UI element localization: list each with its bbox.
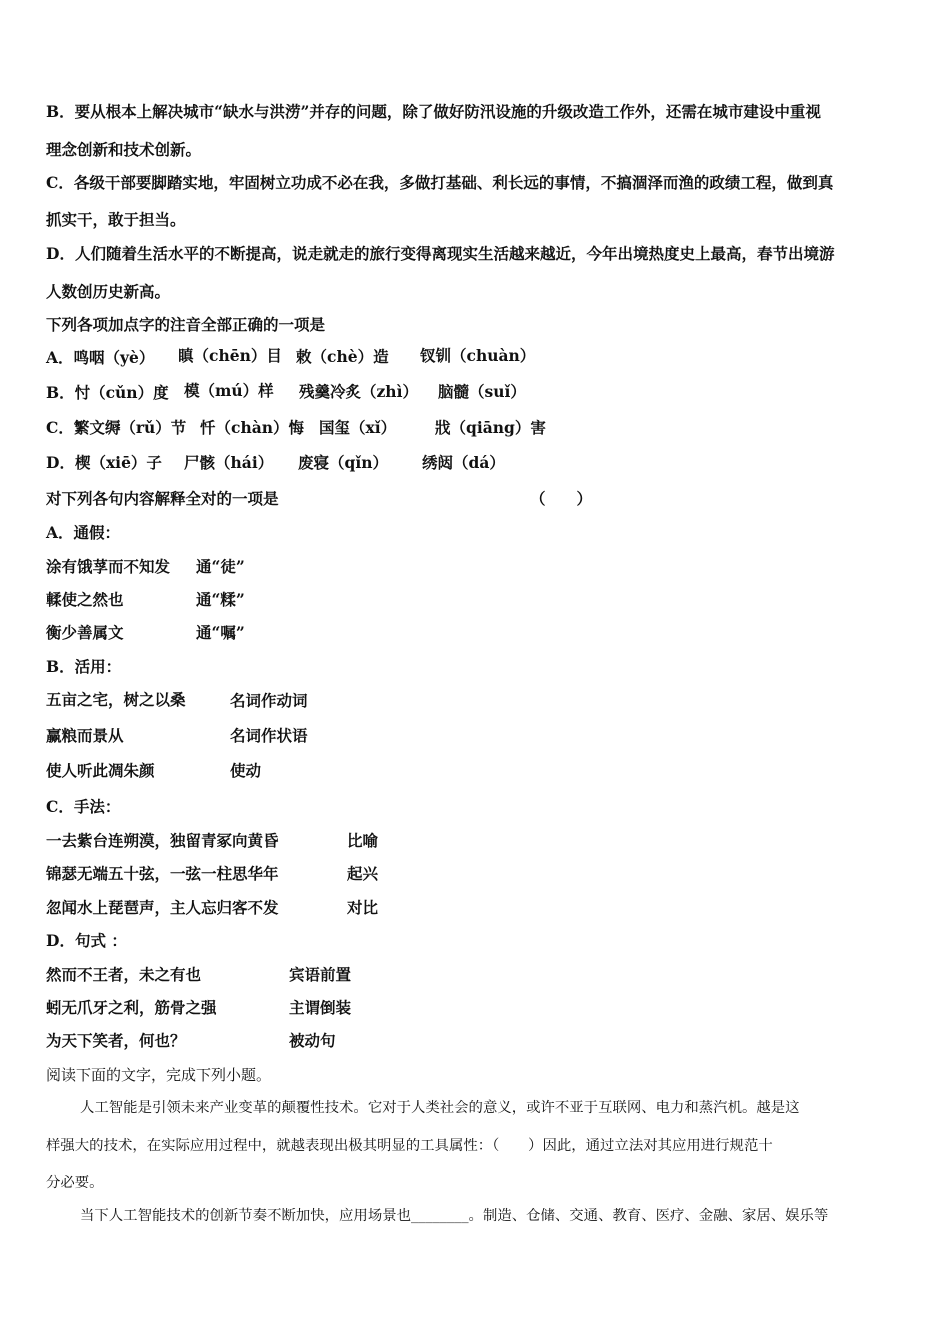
group-a-row2-note: 通“糅”: [196, 590, 245, 609]
pinyin-a-1: A．鸣咽（yè）: [46, 348, 155, 367]
option-b-line1: B．要从根本上解决城市“缺水与洪涝”并存的问题，除了做好防汛设施的升级改造工作外，还需在城市建设中重视: [46, 102, 821, 121]
group-c-heading: C．手法：: [46, 797, 121, 816]
group-c-row2-sentence: 锦瑟无端五十弦，一弦一柱思华年: [46, 864, 279, 883]
reading-p1-line1: 人工智能是引领未来产业变革的颠覆性技术。它对于人类社会的意义，或许不亚于互联网、电力和蒸汽机。越是这: [80, 1100, 800, 1116]
option-c-line2: 抓实干，敢于担当。: [46, 210, 186, 229]
option-c-line1: C．各级干部要脚踏实地，牢固树立功成不必在我，多做打基础、利长远的事情，不搞涸泽而渔的政绩工程，做到真: [46, 173, 834, 192]
group-b-row1-sentence: 五亩之宅，树之以桑: [46, 690, 186, 709]
group-a-heading: A．通假：: [46, 523, 121, 542]
group-c-row3-sentence: 忽闻水上琵琶声，主人忘归客不发: [46, 898, 279, 917]
reading-p1-line2: 样强大的技术，在实际应用过程中，就越表现出极其明显的工具属性：（ ）因此，通过立法对其应用进行规范十: [46, 1138, 773, 1154]
pinyin-b-3: 残羹冷炙（zhì）: [299, 382, 418, 401]
group-a-row1-note: 通“徒”: [196, 557, 245, 576]
pinyin-a-2: 瞋（chēn）目: [178, 346, 282, 365]
group-d-row2-sentence: 蚓无爪牙之利，筋骨之强: [46, 998, 217, 1017]
pinyin-a-4: 钗钏（chuàn）: [420, 346, 536, 365]
pinyin-b-1: B．忖（cǔn）度: [46, 383, 169, 402]
group-b-heading: B．活用：: [46, 657, 122, 676]
reading-p1-line3: 分必要。: [46, 1175, 104, 1191]
pinyin-d-3: 废寝（qǐn）: [298, 453, 388, 472]
group-a-row2-sentence: 輮使之然也: [46, 590, 124, 609]
group-b-row2-sentence: 赢粮而景从: [46, 726, 124, 745]
group-a-row1-sentence: 涂有饿莩而不知发: [46, 557, 171, 576]
group-d-heading: D．句式 ：: [46, 931, 127, 950]
group-c-row2-note: 起兴: [347, 864, 379, 883]
pinyin-c-3: 国玺（xǐ）: [319, 418, 397, 437]
group-a-row3-sentence: 衡少善属文: [46, 623, 124, 642]
pinyin-d-1: D．楔（xiē）子: [46, 453, 162, 472]
group-b-row1-note: 名词作动词: [230, 691, 308, 710]
reading-p2-line1: 当下人工智能技术的创新节奏不断加快，应用场景也________。制造、仓储、交通、教育、医疗、金融、家居、娱乐等: [80, 1208, 829, 1224]
group-c-row1-note: 比喻: [347, 831, 379, 850]
pinyin-b-2: 模（mú）样: [184, 381, 274, 400]
pinyin-b-4: 脑髓（suǐ）: [438, 382, 526, 401]
pinyin-c-1: C．繁文缛（rǔ）节: [46, 418, 187, 437]
group-d-row3-sentence: 为天下笑者，何也？: [46, 1031, 186, 1050]
group-b-row2-note: 名词作状语: [230, 726, 308, 745]
option-d-line1: D．人们随着生活水平的不断提高，说走就走的旅行变得离现实生活越来越近，今年出境热度史上最高，春节出境游: [46, 244, 835, 263]
option-d-line2: 人数创历史新高。: [46, 282, 171, 301]
group-d-row2-note: 主谓倒装: [289, 998, 352, 1017]
group-c-row1-sentence: 一去紫台连朔漠，独留青冢向黄昏: [46, 831, 279, 850]
pinyin-d-4: 绣闼（dá）: [422, 453, 505, 472]
pinyin-a-3: 敕（chè）造: [296, 347, 389, 366]
pinyin-c-2: 忏（chàn）悔: [200, 418, 305, 437]
answer-bracket: （ ）: [530, 489, 593, 508]
pinyin-question-stem: 下列各项加点字的注音全部正确的一项是: [46, 315, 326, 334]
explain-question-stem: 对下列各句内容解释全对的一项是: [46, 489, 279, 508]
group-c-row3-note: 对比: [347, 898, 379, 917]
group-d-row1-sentence: 然而不王者，未之有也: [46, 965, 202, 984]
group-a-row3-note: 通“嘱”: [196, 623, 245, 642]
option-b-line2: 理念创新和技术创新。: [46, 140, 202, 159]
group-d-row1-note: 宾语前置: [289, 965, 352, 984]
pinyin-d-2: 尸骸（hái）: [184, 453, 274, 472]
group-d-row3-note: 被动句: [289, 1031, 336, 1050]
group-b-row3-sentence: 使人听此凋朱颜: [46, 761, 155, 780]
reading-instruction: 阅读下面的文字，完成下列小题。: [46, 1066, 272, 1084]
group-b-row3-note: 使动: [230, 761, 262, 780]
pinyin-c-4: 戕（qiāng）害: [435, 418, 546, 437]
